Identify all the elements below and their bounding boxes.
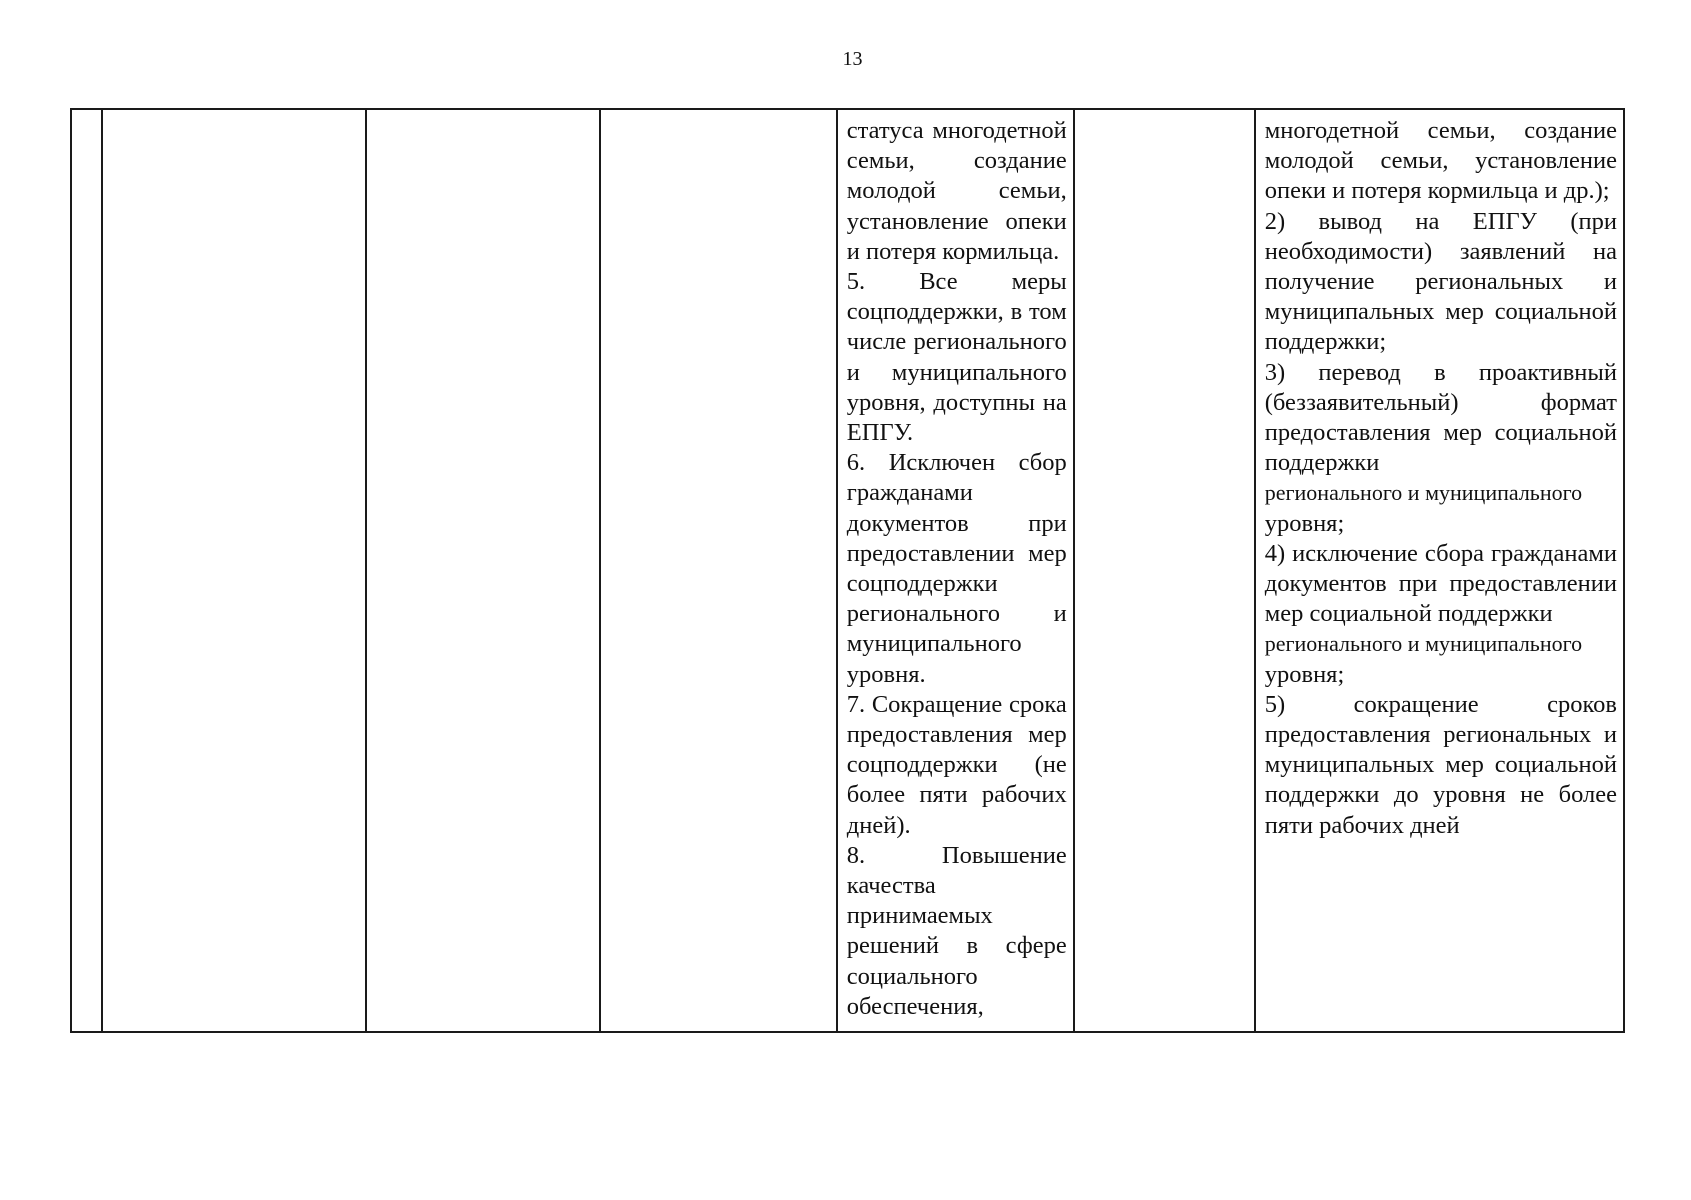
table-cell-col3	[366, 109, 600, 1032]
table-cell-measures	[1255, 109, 1624, 1032]
measures-paragraph: многодетной семьи, создание молодой семьи, установление опеки и потеря кормильца и др.);	[1264, 117, 1617, 205]
table-cell-col2	[102, 109, 366, 1032]
results-paragraph: 5. Все меры соцподдержки, в том числе регионального и муниципального уровня, доступны на ЕПГУ.	[846, 268, 1067, 447]
table-cell-col1	[71, 109, 102, 1032]
results-paragraph: 8. Повышение качества принимаемых решений в сфере социального обеспечения,	[846, 841, 1067, 1020]
table-cell-col4	[600, 109, 837, 1032]
measures-paragraph: уровня;	[1264, 660, 1345, 688]
table-cell-results	[837, 109, 1074, 1032]
measures-paragraph: регионального и муниципального	[1264, 480, 1583, 506]
measures-paragraph: 3) перевод в проактивный (беззаявительный) формат предоставления мер социальной поддержки	[1264, 358, 1617, 477]
table-cell-col6	[1074, 109, 1255, 1032]
results-paragraph: статуса многодетной семьи, создание молодой семьи, установление опеки и потеря кормильца.	[846, 117, 1067, 265]
measures-paragraph: уровня;	[1264, 509, 1345, 537]
measures-paragraph: регионального и муниципального	[1264, 631, 1583, 657]
results-paragraph: 7. Сокращение срока предоставления мер соцподдержки (не более пяти рабочих дней).	[846, 690, 1067, 839]
table-row	[71, 109, 1624, 1032]
measures-paragraph: 4) исключение сбора гражданами документов при предоставлении мер социальной поддержки	[1264, 539, 1617, 628]
measures-paragraph: 2) вывод на ЕПГУ (при необходимости) заявлений на получение региональных и муниципальных мер социальной поддержки;	[1264, 207, 1617, 356]
page-number: 13	[842, 48, 863, 70]
results-paragraph: 6. Исключен сбор гражданами документов при предоставлении мер соцподдержки регионального и муниципального уровня.	[846, 449, 1067, 688]
measures-table	[70, 108, 1625, 1033]
measures-paragraph: 5) сокращение сроков предоставления региональных и муниципальных мер социальной поддержки до уровня не более пяти рабочих дней	[1264, 690, 1617, 839]
